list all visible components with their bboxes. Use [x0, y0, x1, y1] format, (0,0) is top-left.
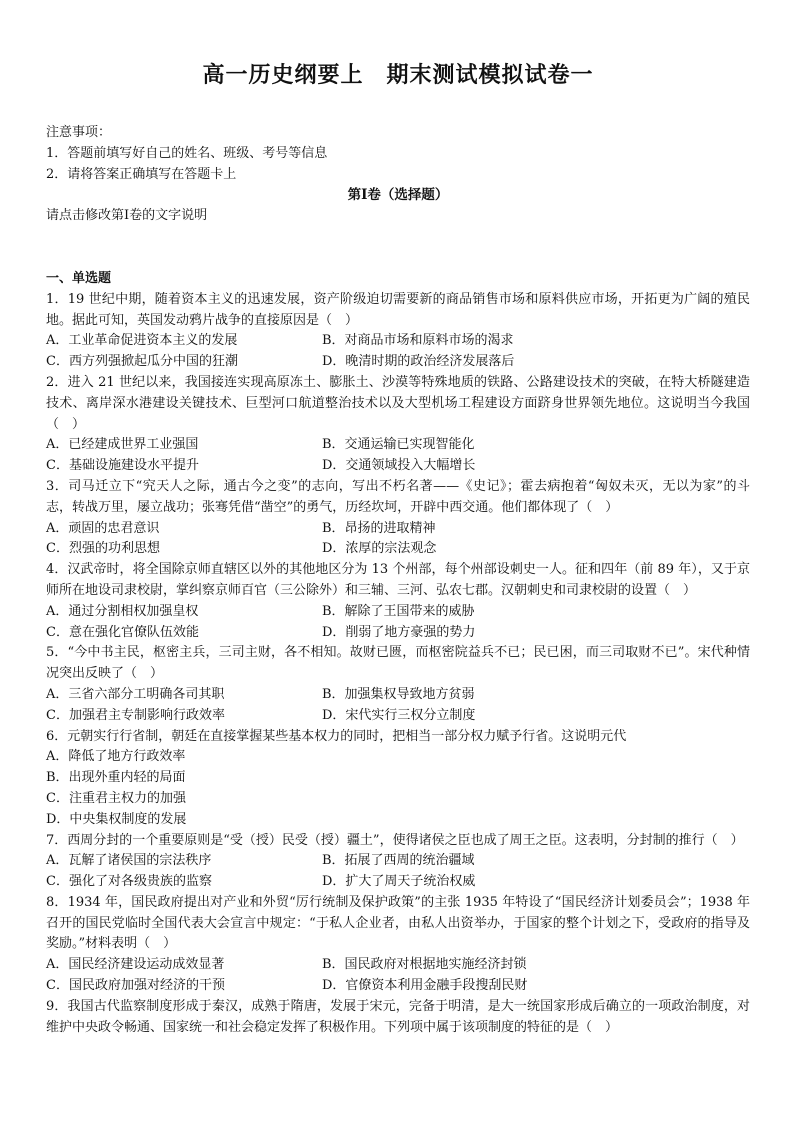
answer-option[interactable]: C．西方列强掀起瓜分中国的狂潮: [46, 354, 238, 370]
page-title: 高一历史纲要上 期末测试模拟试卷一: [202, 63, 594, 88]
options-group: [46, 602, 750, 644]
answer-option[interactable]: D．官僚资本利用金融手段搜刮民财: [322, 978, 528, 994]
question-stem: 1．19 世纪中期，随着资本主义的迅速发展，资产阶级迫切需要新的商品销售市场和原料供应市场，开拓更为广阔的殖民地。据此可知，英国发动鸦片战争的直接原因是（ ）: [46, 291, 750, 328]
notice-item: 2．请将答案正确填写在答题卡上: [46, 166, 237, 182]
answer-option[interactable]: D．交通领域投入大幅增长: [322, 458, 476, 474]
answer-option[interactable]: A．国民经济建设运动成效显著: [46, 957, 225, 973]
notice-block: [46, 123, 750, 185]
answer-option[interactable]: B．加强集权导致地方贫弱: [322, 686, 475, 702]
question-item: [46, 997, 750, 1039]
question-item: [46, 290, 750, 373]
answer-option[interactable]: D．浓厚的宗法观念: [322, 541, 437, 557]
question-stem: 8．1934 年，国民政府提出对产业和外贸“厉行统制及保护政策”的主张 1935 年特设了“国民经济计划委员会”；1938 年召开的国民党临时全国代表大会宣言中规定：“于私人企业者，由私人出资举办，于国家的整个计划之下，受政府的指导及奖励。”材料表明（ ）: [46, 894, 750, 952]
options-group: [46, 435, 750, 477]
answer-option[interactable]: B．对商品市场和原料市场的渴求: [322, 333, 514, 349]
answer-option[interactable]: D．晚清时期的政治经济发展落后: [322, 354, 515, 370]
answer-option[interactable]: B．交通运输已实现智能化: [322, 437, 475, 453]
answer-option[interactable]: A．顽固的忠君意识: [46, 520, 160, 536]
notice-item: 1．答题前填写好自己的姓名、班级、考号等信息: [46, 145, 328, 161]
question-stem: 4．汉武帝时，将全国除京师直辖区以外的其他地区分为 13 个州部，每个州部设刺史一人。征和四年（前 89 年），又于京师所在地设司隶校尉，掌纠察京师百官（三公除外）和三辅、三河、弘农七郡。汉朝刺史和司隶校尉的设置（ ）: [46, 562, 750, 598]
answer-option[interactable]: A．降低了地方行政效率: [46, 749, 186, 765]
volume-note: 请点击修改第I卷的文字说明: [46, 208, 208, 224]
notice-heading: 注意事项：: [46, 125, 112, 140]
answer-option[interactable]: B．解除了王国带来的威胁: [322, 603, 475, 619]
options-group: [46, 331, 750, 373]
question-stem: 7．西周分封的一个重要原则是“受（授）民受（授）疆土”，使得诸侯之臣也成了周王之臣。这表明，分封制的推行（ ）: [46, 832, 744, 848]
answer-option[interactable]: A．瓦解了诸侯国的宗法秩序: [46, 853, 212, 869]
answer-option[interactable]: C．基础设施建设水平提升: [46, 458, 199, 474]
question-item: [46, 831, 750, 893]
answer-option[interactable]: C．烈强的功利思想: [46, 541, 160, 557]
answer-option[interactable]: D．削弱了地方豪强的势力: [322, 624, 476, 640]
question-list: [46, 290, 750, 1039]
answer-option[interactable]: C．注重君主权力的加强: [46, 790, 186, 806]
volume-title: 第I卷（选择题）: [347, 187, 449, 204]
question-stem: 9．我国古代监察制度形成于秦汉，成熟于隋唐，发展于宋元，完备于明清，是大一统国家形成后确立的一项政治制度，对维护中央政令畅通、国家统一和社会稳定发挥了积极作用。下列项中属于该项制度的特征的是（ ）: [46, 998, 750, 1035]
exam-page: [46, 58, 750, 1038]
answer-option[interactable]: B．出现外重内轻的局面: [46, 770, 186, 786]
question-item: [46, 643, 750, 726]
options-group: [46, 685, 750, 727]
options-group: [46, 519, 750, 561]
answer-option[interactable]: C．国民政府加强对经济的干预: [46, 978, 225, 994]
question-item: [46, 373, 750, 477]
question-stem: 5．“今中书主民，枢密主兵，三司主财，各不相知。故财已匮，而枢密院益兵不已；民已困，而三司取财不已”。宋代种情况突出反映了（ ）: [46, 645, 750, 682]
answer-option[interactable]: A．工业革命促进资本主义的发展: [46, 333, 238, 349]
question-stem: 3．司马迁立下“究天人之际，通古今之变”的志向，写出不朽名著——《史记》；霍去病抱着“匈奴未灭，无以为家”的斗志，转战万里，屡立战功；张骞凭借“凿空”的勇气，历经坎坷，开辟中西交通。他们都体现了（ ）: [46, 478, 750, 515]
answer-option[interactable]: D．扩大了周天子统治权威: [322, 874, 476, 890]
question-stem: 2．进入 21 世纪以来，我国接连实现高原冻土、膨胀土、沙漠等特殊地质的铁路、公路建设技术的突破，在特大桥隧建造技术、离岸深水港建设关键技术、巨型河口航道整治技术以及大型机场工程建设方面跻身世界领先地位。这说明当今我国（ ）: [46, 374, 750, 432]
options-group: [46, 955, 750, 997]
answer-option[interactable]: C．意在强化官僚队伍效能: [46, 624, 199, 640]
answer-option[interactable]: A．已经建成世界工业强国: [46, 437, 199, 453]
question-item: [46, 727, 750, 831]
answer-option[interactable]: A．通过分割相权加强皇权: [46, 603, 199, 619]
answer-option[interactable]: A．三省六部分工明确各司其职: [46, 686, 225, 702]
answer-option[interactable]: C．加强君主专制影响行政效率: [46, 707, 225, 723]
answer-option[interactable]: C．强化了对各级贵族的监察: [46, 874, 212, 890]
answer-option[interactable]: D．宋代实行三权分立制度: [322, 707, 476, 723]
question-item: [46, 893, 750, 997]
section-title: 一、单选题: [46, 270, 112, 286]
answer-option[interactable]: B．国民政府对根据地实施经济封锁: [322, 957, 527, 973]
question-item: [46, 477, 750, 560]
options-group: [46, 747, 750, 830]
answer-option[interactable]: D．中央集权制度的发展: [46, 811, 187, 827]
question-item: [46, 560, 750, 643]
options-group: [46, 851, 750, 893]
answer-option[interactable]: B．拓展了西周的统治疆域: [322, 853, 475, 869]
question-stem: 6．元朝实行行省制，朝廷在直接掌握某些基本权力的同时，把相当一部分权力赋予行省。这说明元代: [46, 728, 627, 744]
answer-option[interactable]: B．昂扬的进取精神: [322, 520, 436, 536]
